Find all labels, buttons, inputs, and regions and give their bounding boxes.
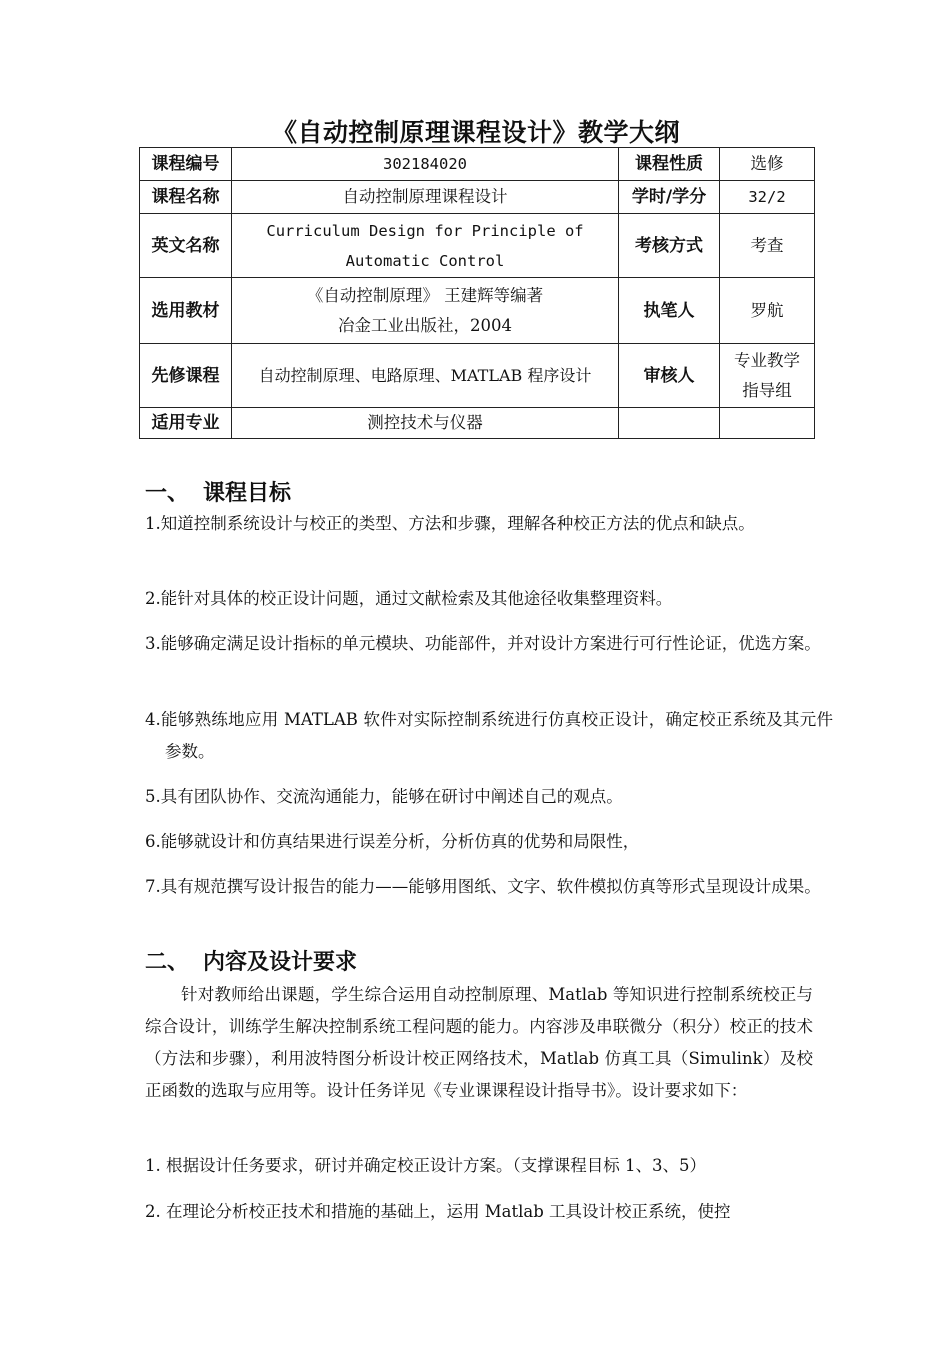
reviewer-value — [720, 344, 815, 408]
major-value: 测控技术与仪器 — [232, 408, 619, 439]
document-title: 《自动控制原理课程设计》教学大纲 — [271, 118, 680, 147]
list-item: 6.能够就设计和仿真结果进行误差分析，分析仿真的优势和局限性， — [145, 832, 640, 851]
author-value: 罗航 — [720, 278, 815, 344]
reviewer-label: 审核人 — [619, 344, 720, 408]
course-nature-label: 课程性质 — [619, 148, 720, 181]
empty-cell — [720, 408, 815, 439]
section2-heading — [145, 945, 357, 976]
list-item: 7.具有规范撰写设计报告的能力——能够用图纸、文字、软件模拟仿真等形式呈现设计成果。 — [145, 877, 821, 896]
english-name-value — [232, 214, 619, 278]
assessment-label: 考核方式 — [619, 214, 720, 278]
reviewer-line2: 指导组 — [742, 380, 792, 400]
list-item: 1.知道控制系统设计与校正的类型、方法和步骤，理解各种校正方法的优点和缺点。 — [145, 514, 755, 533]
prereq-value: 自动控制原理、电路原理、MATLAB 程序设计 — [232, 344, 619, 408]
hours-value: 32/2 — [720, 181, 815, 214]
reviewer-line1: 专业教学 — [734, 350, 800, 370]
section1-number: 一、 — [145, 481, 190, 506]
list-item: 5.具有团队协作、交流沟通能力，能够在研讨中阐述自己的观点。 — [145, 787, 623, 806]
requirement-item: 2. 在理论分析校正技术和措施的基础上，运用 Matlab 工具设计校正系统，使控 — [145, 1202, 731, 1221]
course-nature-value: 选修 — [720, 148, 815, 181]
textbook-line2: 冶金工业出版社，2004 — [338, 315, 512, 335]
section1-title: 课程目标 — [203, 481, 292, 506]
assessment-value: 考查 — [720, 214, 815, 278]
list-item: 4.能够熟练地应用 MATLAB 软件对实际控制系统进行仿真校正设计，确定校正系统及其元件参数。 — [145, 710, 833, 761]
course-code-label: 课程编号 — [140, 148, 232, 181]
prereq-label: 先修课程 — [140, 344, 232, 408]
textbook-line1: 《自动控制原理》 王建辉等编著 — [306, 285, 544, 305]
textbook-label: 选用教材 — [140, 278, 232, 344]
empty-cell — [619, 408, 720, 439]
course-info-table — [139, 147, 815, 439]
table-row — [140, 148, 815, 181]
table-row — [140, 214, 815, 278]
section2-title: 内容及设计要求 — [203, 950, 358, 975]
english-name-line2: Automatic Control — [345, 251, 505, 270]
list-item: 2.能针对具体的校正设计问题，通过文献检索及其他途径收集整理资料。 — [145, 589, 673, 608]
table-row — [140, 408, 815, 439]
requirement-item: 1. 根据设计任务要求，研讨并确定校正设计方案。（支撑课程目标 1、3、5） — [145, 1156, 706, 1175]
author-label: 执笔人 — [619, 278, 720, 344]
english-name-label: 英文名称 — [140, 214, 232, 278]
section1-heading — [145, 476, 291, 507]
section2-paragraph: 针对教师给出课题，学生综合运用自动控制原理、Matlab 等知识进行控制系统校正与综合设计，训练学生解决控制系统工程问题的能力。内容涉及串联微分（积分）校正的技术（方法和步骤），利用波特图分析设计校正网络技术，Matlab 仿真工具（Simulink）及校正函数的选取与应用等。设计任务详见《专业课课程设计指导书》。设计要求如下： — [145, 985, 813, 1100]
english-name-line1: Curriculum Design for Principle of — [266, 221, 584, 240]
course-name-value: 自动控制原理课程设计 — [232, 181, 619, 214]
table-row — [140, 181, 815, 214]
table-row — [140, 344, 815, 408]
textbook-value — [232, 278, 619, 344]
list-item: 3.能够确定满足设计指标的单元模块、功能部件，并对设计方案进行可行性论证，优选方案。 — [145, 634, 821, 653]
section2-number: 二、 — [145, 950, 190, 975]
table-row — [140, 278, 815, 344]
major-label: 适用专业 — [140, 408, 232, 439]
course-code-value: 302184020 — [232, 148, 619, 181]
hours-label: 学时/学分 — [619, 181, 720, 214]
course-name-label: 课程名称 — [140, 181, 232, 214]
